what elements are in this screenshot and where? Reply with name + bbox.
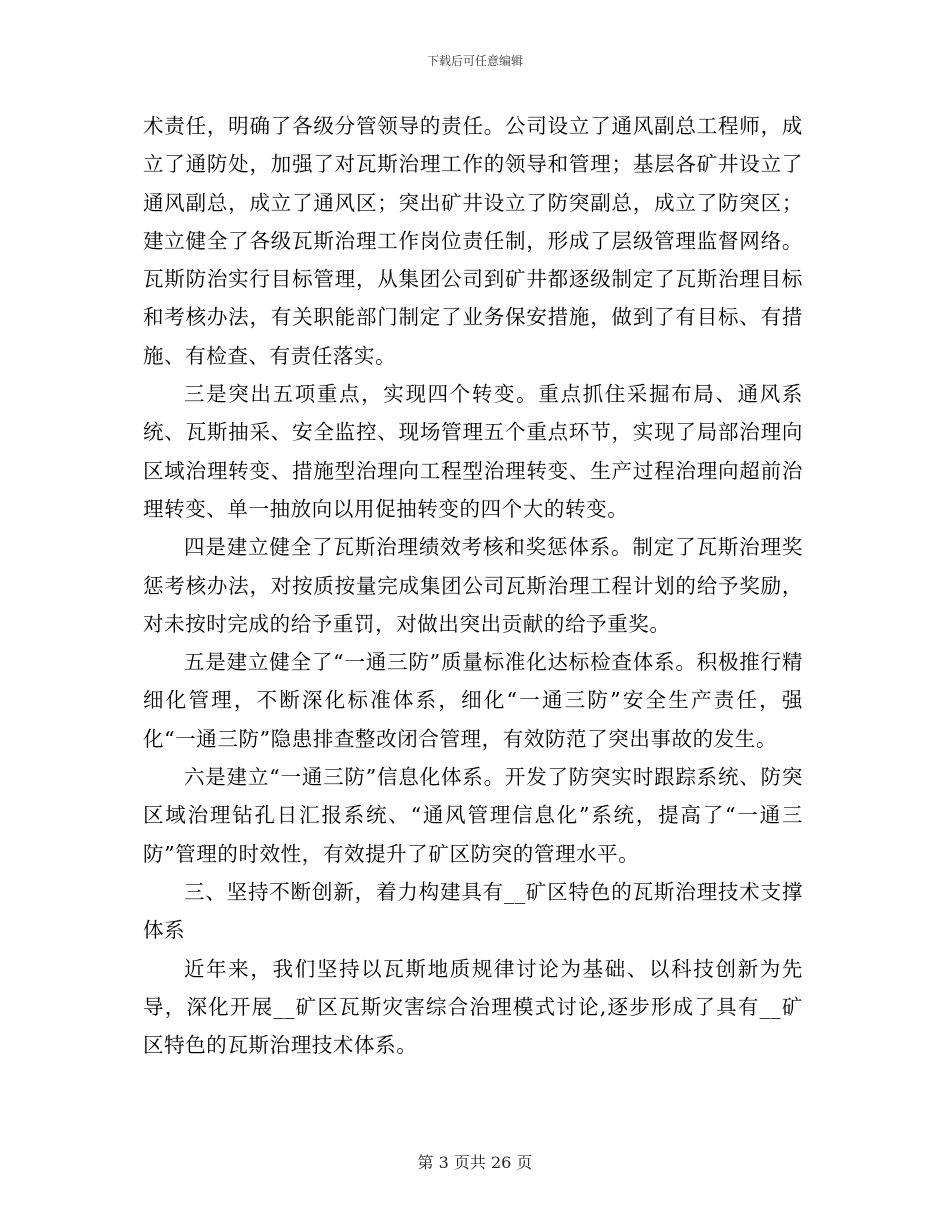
paragraph-section-three-intro: 近年来，我们坚持以瓦斯地质规律讨论为基础、以科技创新为先导，深化开展__矿区瓦斯灾害综合治理模式讨论,逐步形成了具有__矿区特色的瓦斯治理技术体系。 xyxy=(143,956,803,1058)
paragraph-point-three: 三是突出五项重点，实现四个转变。重点抓住采掘布局、通风系统、瓦斯抽采、安全监控、现场管理五个重点环节，实现了局部治理向区域治理转变、措施型治理向工程型治理转变、生产过程治理向超前治理转变、单一抽放向以用促抽转变的四个大的转变。 xyxy=(143,382,803,521)
paragraph-point-five: 五是建立健全了“一通三防”质量标准化达标检查体系。积极推行精细化管理，不断深化标准体系，细化“一通三防”安全生产责任，强化“一通三防”隐患排查整改闭合管理，有效防范了突出事故的发生。 xyxy=(143,650,803,751)
page-number: 第 3 页共 26 页 xyxy=(417,1153,533,1172)
paragraph-continuation: 术责任，明确了各级分管领导的责任。公司设立了通风副总工程师，成立了通防处，加强了对瓦斯治理工作的领导和管理；基层各矿井设立了通风副总，成立了通风区；突出矿井设立了防突副总，成立了防突区；建立健全了各级瓦斯治理工作岗位责任制，形成了层级管理监督网络。瓦斯防治实行目标管理，从集团公司到矿井都逐级制定了瓦斯治理目标和考核办法，有关职能部门制定了业务保安措施，做到了有目标、有措施、有检查、有责任落实。 xyxy=(143,114,803,368)
paragraph-point-four: 四是建立健全了瓦斯治理绩效考核和奖惩体系。制定了瓦斯治理奖惩考核办法，对按质按量完成集团公司瓦斯治理工程计划的给予奖励，对未按时完成的给予重罚，对做出突出贡献的给予重奖。 xyxy=(143,535,803,636)
document-body xyxy=(143,107,803,1064)
section-heading-three: 三、坚持不断创新，着力构建具有__矿区特色的瓦斯治理技术支撑体系 xyxy=(143,879,803,943)
paragraph-point-six: 六是建立“一通三防”信息化体系。开发了防突实时跟踪系统、防突区域治理钻孔日汇报系统、“通风管理信息化”系统，提高了“一通三防”管理的时效性，有效提升了矿区防突的管理水平。 xyxy=(143,765,803,866)
page-header-note: 下载后可任意编辑 xyxy=(426,54,523,68)
